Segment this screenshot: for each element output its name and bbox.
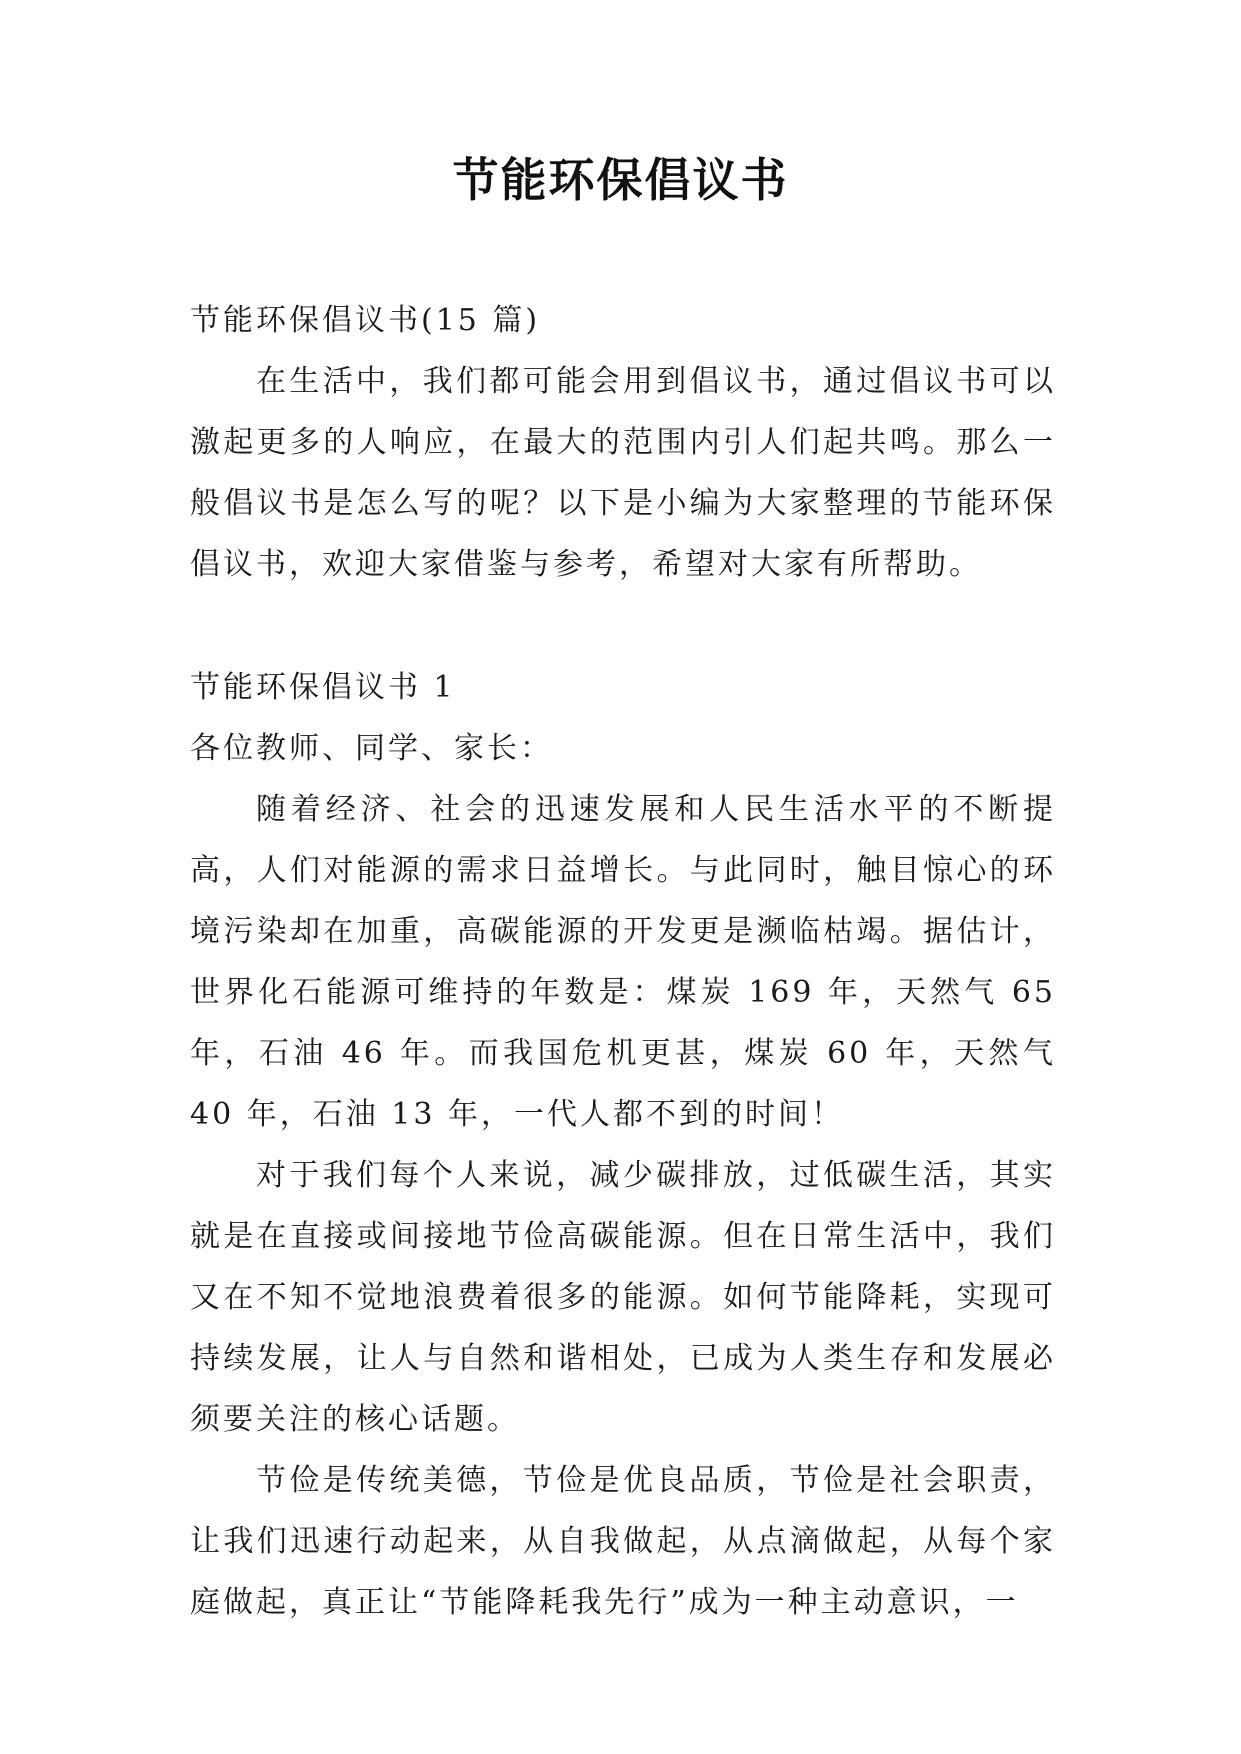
body-paragraph-2: 对于我们每个人来说，减少碳排放，过低碳生活，其实就是在直接或间接地节俭高碳能源。但在日常生活中，我们又在不知不觉地浪费着很多的能源。如何节能降耗，实现可持续发展，让人与自然和谐相处，已成为人类生存和发展必须要关注的核心话题。 — [190, 1158, 1056, 1437]
document-subtitle: 节能环保倡议书(15 篇) — [190, 303, 541, 338]
document-title: 节能环保倡议书 — [452, 153, 789, 207]
body-paragraph-3: 节俭是传统美德，节俭是优良品质，节俭是社会职责，让我们迅速行动起来，从自我做起，从点滴做起，从每个家庭做起，真正让“节能降耗我先行”成为一种主动意识，一 — [190, 1463, 1056, 1620]
document-body — [190, 290, 1056, 1633]
salutation: 各位教师、同学、家长： — [190, 731, 553, 766]
body-paragraph-1: 随着经济、社会的迅速发展和人民生活水平的不断提高，人们对能源的需求日益增长。与此同时，触目惊心的环境污染却在加重，高碳能源的开发更是濒临枯竭。据估计，世界化石能源可维持的年数是：煤炭 169 年，天然气 65 年，石油 46 年。而我国危机更甚，煤炭 60 年，天然气 40 年，石油 13 年，一代人都不到的时间！ — [190, 792, 1056, 1132]
section-heading: 节能环保倡议书 1 — [190, 670, 456, 705]
section-spacer — [190, 595, 1056, 657]
intro-paragraph: 在生活中，我们都可能会用到倡议书，通过倡议书可以激起更多的人响应，在最大的范围内引人们起共鸣。那么一般倡议书是怎么写的呢？以下是小编为大家整理的节能环保倡议书，欢迎大家借鉴与参考，希望对大家有所帮助。 — [190, 364, 1056, 582]
